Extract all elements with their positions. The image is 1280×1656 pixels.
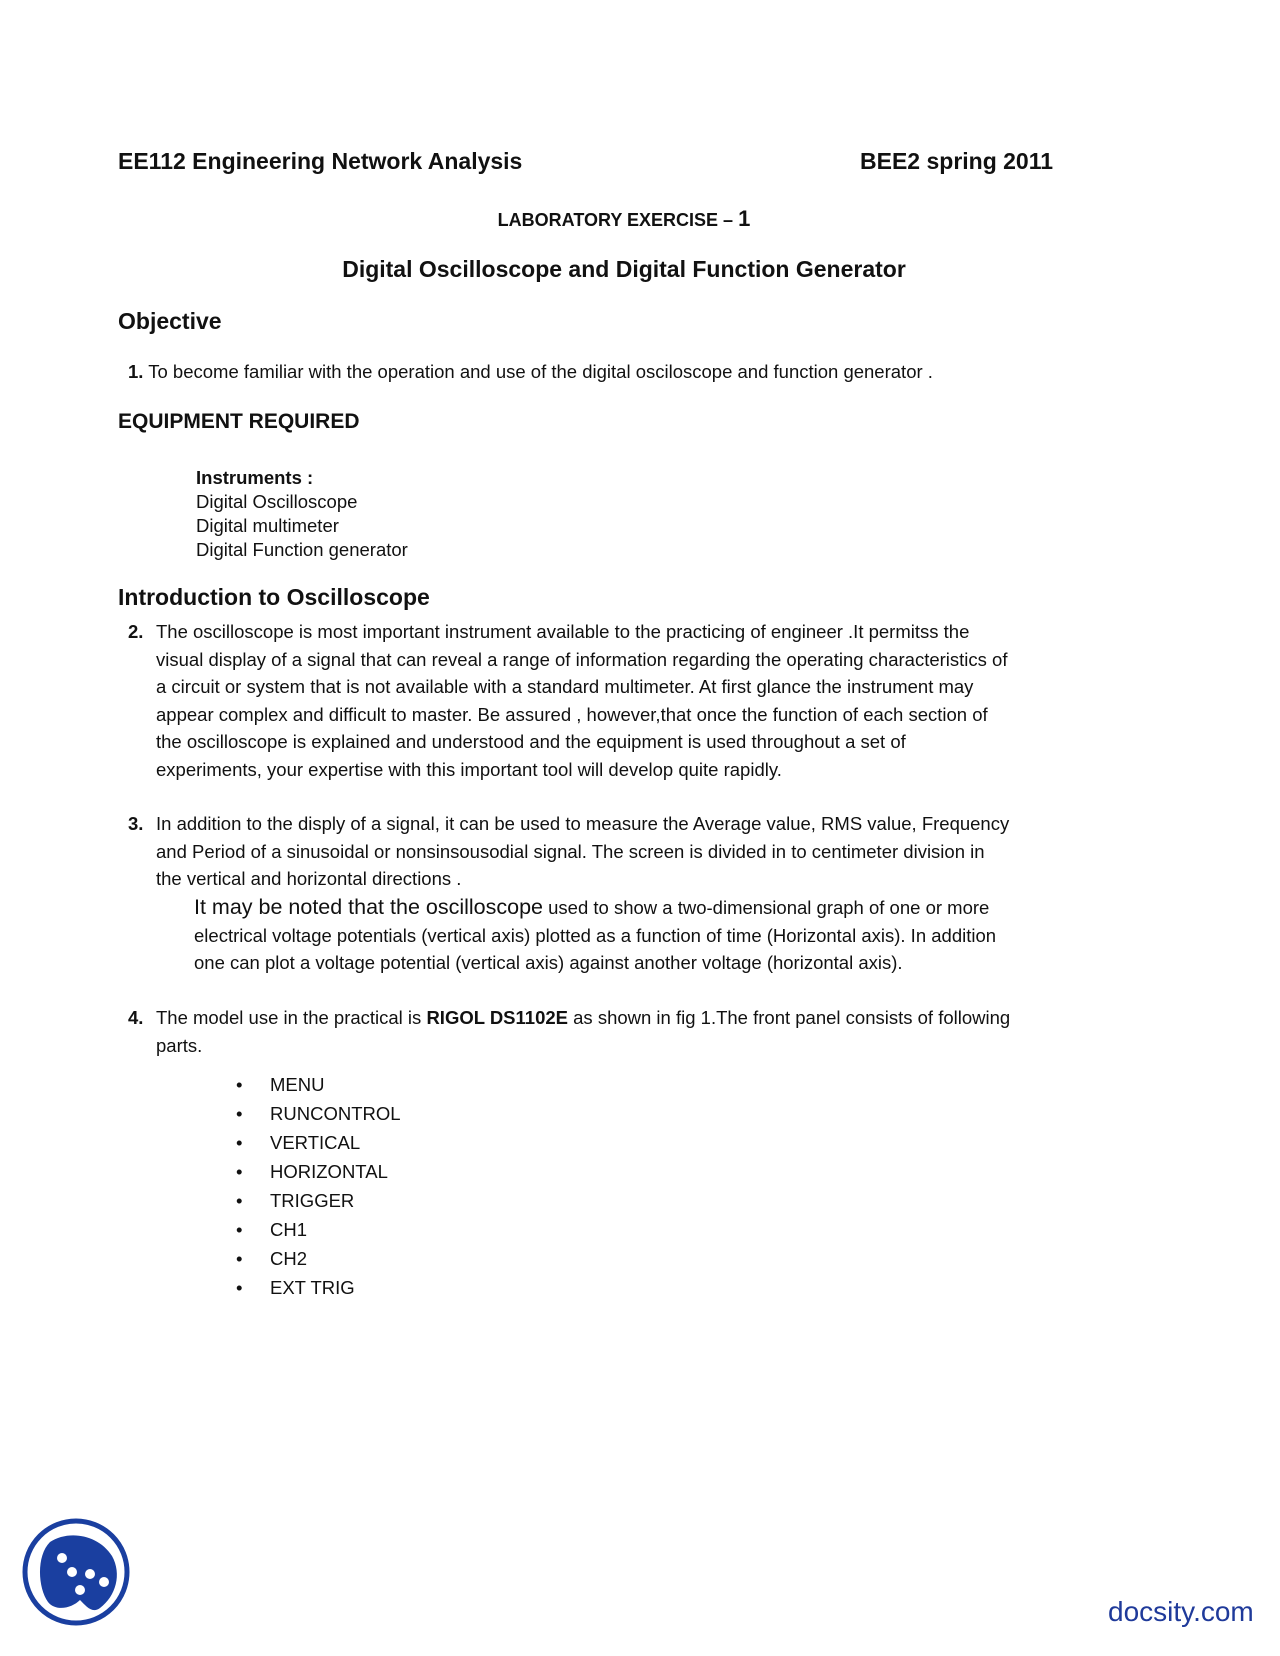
list-item: • MENU	[236, 1070, 401, 1099]
para-line: electrical voltage potentials (vertical axis) plotted as a function of time (Horizontal axis). In addition	[194, 924, 997, 946]
equipment-heading: EQUIPMENT REQUIRED	[118, 410, 360, 433]
para-2	[156, 618, 1007, 783]
note-rest: used to show a two-dimensional graph of one or more	[543, 897, 990, 918]
para-line: parts.	[156, 1034, 203, 1056]
list-item: • CH2	[236, 1244, 401, 1273]
bullet: •	[236, 1132, 243, 1153]
instrument-item: Digital Function generator	[196, 539, 408, 560]
instruments-title: Instruments :	[196, 467, 314, 488]
instrument-item: Digital multimeter	[196, 515, 339, 536]
item-number: 1.	[128, 361, 144, 382]
para-2-number: 2.	[128, 621, 144, 642]
term-label: BEE2 spring 2011	[860, 148, 1054, 174]
bullet: •	[236, 1074, 243, 1095]
brand-link[interactable]: docsity.com	[1108, 1596, 1254, 1627]
item-text: To become familiar with the operation and use of the digital osciloscope and function generator .	[148, 361, 933, 382]
para-line: and Period of a sinusoidal or nonsinsousodial signal. The screen is divided in to centimeter division in	[156, 840, 985, 862]
course-title: EE112 Engineering Network Analysis	[118, 148, 523, 174]
para-line: a circuit or system that is not available with a standard multimeter. At first glance the instrument may	[156, 676, 974, 697]
list-item: • HORIZONTAL	[236, 1157, 401, 1186]
para-line: one can plot a voltage potential (vertical axis) against another voltage (horizontal axis).	[194, 952, 903, 973]
list-item: • EXT TRIG	[236, 1273, 401, 1302]
note-emphasis: It may be noted that the oscilloscope	[194, 895, 543, 919]
list-item: • VERTICAL	[236, 1128, 401, 1157]
note-first-line	[194, 894, 996, 922]
para-line: appear complex and difficult to master. Be assured , however,that once the function of each section of	[156, 703, 988, 725]
lab-title-prefix: LABORATORY EXERCISE –	[497, 210, 734, 230]
para-line: experiments, your expertise with this important tool will develop quite rapidly.	[156, 758, 782, 780]
bullet: •	[236, 1190, 243, 1211]
lab-number: 1	[738, 206, 751, 231]
para-4	[156, 1004, 1010, 1059]
bullet: •	[236, 1248, 243, 1269]
model-name: RIGOL DS1102E	[426, 1007, 568, 1028]
front-panel-parts-list	[236, 1070, 401, 1302]
objective-heading: Objective	[118, 308, 222, 334]
para-line: the vertical and horizontal directions .	[156, 868, 462, 889]
list-item: • TRIGGER	[236, 1186, 401, 1215]
lab-title	[0, 206, 1248, 232]
para-3-number: 3.	[128, 813, 144, 834]
list-item: • RUNCONTROL	[236, 1099, 401, 1128]
docsity-logo-icon[interactable]	[20, 1516, 132, 1628]
instrument-item: Digital Oscilloscope	[196, 491, 358, 512]
para-4-number: 4.	[128, 1007, 144, 1028]
instruments-list	[196, 466, 408, 562]
para-line: the oscilloscope is explained and understood and the equipment is used throughout a set of	[156, 731, 906, 752]
document-subtitle: Digital Oscilloscope and Digital Function Generator	[342, 256, 906, 282]
para-line: The model use in the practical is RIGOL DS1102E as shown in fig 1.The front panel consists of following	[156, 1007, 1011, 1028]
bullet: •	[236, 1277, 243, 1298]
bullet: •	[236, 1103, 243, 1124]
para-3	[156, 810, 1009, 893]
bullet: •	[236, 1219, 243, 1240]
list-item: • CH1	[236, 1215, 401, 1244]
objective-item	[128, 358, 933, 386]
bullet: •	[236, 1161, 243, 1182]
para-line: visual display of a signal that can reveal a range of information regarding the operating characteristics of	[156, 648, 1008, 670]
intro-heading: Introduction to Oscilloscope	[118, 584, 430, 610]
para-line: In addition to the disply of a signal, it can be used to measure the Average value, RMS value, Frequency	[156, 813, 1010, 834]
para-line: The oscilloscope is most important instrument available to the practicing of engineer .It permitss the	[156, 621, 970, 642]
para-3-note	[194, 894, 996, 977]
